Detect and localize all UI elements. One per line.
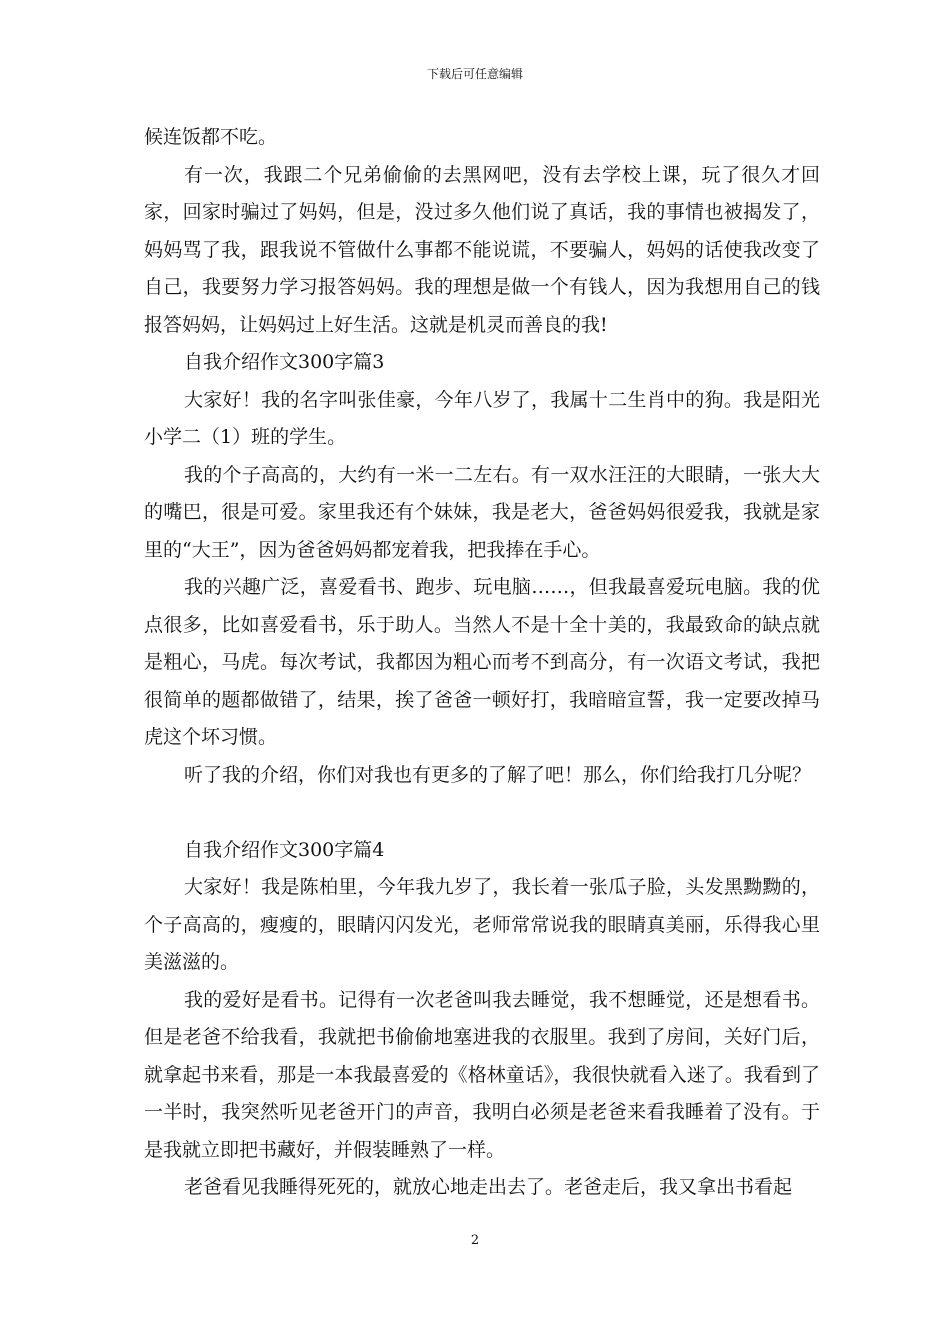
paragraph-continuation: 候连饭都不吃。 [144,126,278,148]
page-number: 2 [470,1233,480,1248]
paragraph: 大家好！我是陈柏里，今年我九岁了，我长着一张瓜子脸，头发黑黝黝的，个子高高的，瘦瘦的，眼睛闪闪发光，老师常常说我的眼睛真美丽，乐得我心里美滋滋的。 [144,876,820,973]
paragraph: 我的个子高高的，大约有一米一二左右。有一双水汪汪的大眼睛，一张大大的嘴巴，很是可爱。家里我还有个妹妹，我是老大，爸爸妈妈很爱我，我就是家里的“大王”，因为爸爸妈妈都宠着我，把我捧在手心。 [144,463,820,561]
paragraph: 大家好！我的名字叫张佳豪，今年八岁了，我属十二生肖中的狗。我是阳光小学二（1）班的学生。 [144,388,820,448]
paragraph: 有一次，我跟二个兄弟偷偷的去黑网吧，没有去学校上课，玩了很久才回家，回家时骗过了妈妈，但是，没过多久他们说了真话，我的事情也被揭发了，妈妈骂了我，跟我说不管做什么事都不能说谎，不要骗人，妈妈的话使我改变了自己，我要努力学习报答妈妈。我的理想是做一个有钱人，因为我想用自己的钱报答妈妈，让妈妈过上好生活。这就是机灵而善良的我! [144,163,820,336]
paragraph: 听了我的介绍，你们对我也有更多的了解了吧！那么，你们给我打几分呢？ [184,763,812,786]
section-heading-4: 自我介绍作文300字篇4 [184,838,385,861]
page-header: 下载后可任意编辑 [426,67,523,81]
paragraph: 我的兴趣广泛，喜爱看书、跑步、玩电脑……，但我最喜爱玩电脑。我的优点很多，比如喜爱看书，乐于助人。当然人不是十全十美的，我最致命的缺点就是粗心，马虎。每次考试，我都因为粗心而考不到高分，有一次语文考试，我把很简单的题都做错了，结果，挨了爸爸一顿好打，我暗暗宣誓，我一定要改掉马虎这个坏习惯。 [144,576,820,748]
section-heading-3: 自我介绍作文300字篇3 [184,351,385,373]
paragraph: 老爸看见我睡得死死的，就放心地走出去了。老爸走后，我又拿出书看起 [184,1176,793,1198]
blank-line [144,794,820,832]
paragraph: 我的爱好是看书。记得有一次老爸叫我去睡觉，我不想睡觉，还是想看书。但是老爸不给我看，我就把书偷偷地塞进我的衣服里。我到了房间，关好门后，就拿起书来看，那是一本我最喜爱的《格林童话》，我很快就看入迷了。我看到了一半时，我突然听见老爸开门的声音，我明白必须是老爸来看我睡着了没有。于是我就立即把书藏好，并假装睡熟了一样。 [144,988,820,1161]
document-body [144,119,820,1207]
